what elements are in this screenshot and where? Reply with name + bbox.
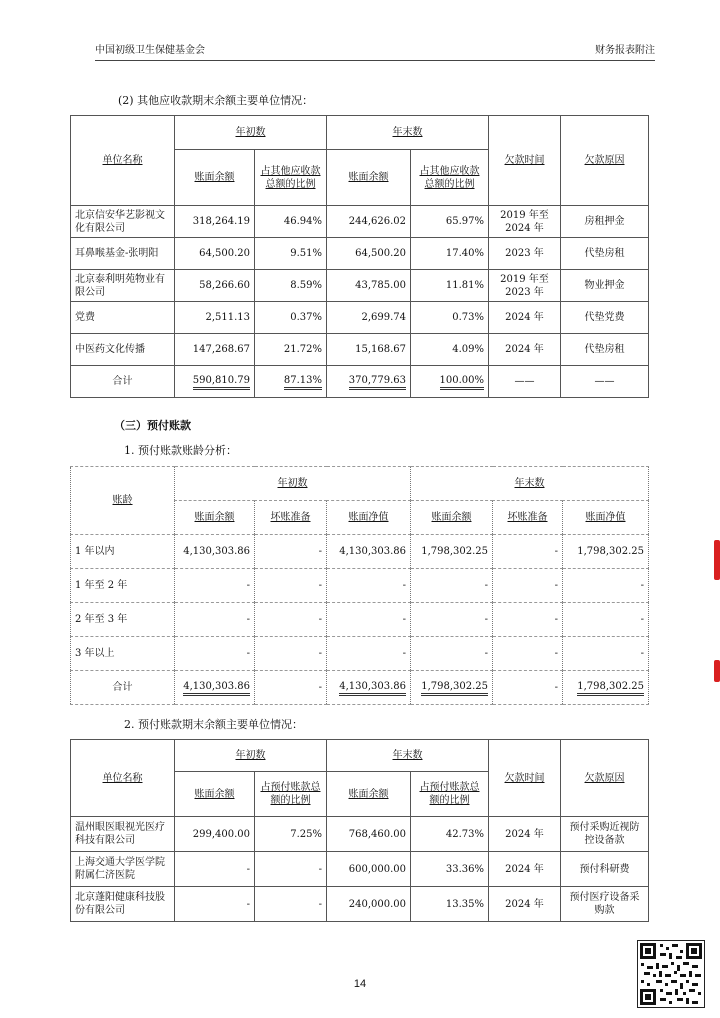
table-row: [71, 302, 649, 334]
table-row: [71, 569, 649, 603]
page-number: 14: [353, 978, 367, 990]
prepayment-aging-table: [70, 466, 649, 705]
cell-value: -: [255, 603, 327, 637]
total-time: ——: [489, 366, 561, 398]
cell-value: -: [255, 637, 327, 671]
cell-value: 0.37%: [255, 302, 327, 334]
total-value: -: [255, 671, 327, 705]
col-net: 账面净值: [327, 501, 411, 535]
total-row: [71, 366, 649, 398]
cell-unit: 耳鼻喉基金-张明阳: [71, 238, 175, 270]
cell-time: 2019 年至 2023 年: [489, 270, 561, 302]
col-unit-name: 单位名称: [71, 740, 175, 817]
cell-reason: 预付科研费: [561, 852, 649, 887]
cell-value: 11.81%: [411, 270, 489, 302]
prepayment-units-table: [70, 739, 649, 922]
col-ratio: 占预付账款总额的比例: [411, 772, 489, 817]
cell-value: -: [255, 569, 327, 603]
cell-value: 2,699.74: [327, 302, 411, 334]
col-age: 账龄: [71, 467, 175, 535]
cell-time: 2024 年: [489, 302, 561, 334]
cell-reason: 预付医疗设备采购款: [561, 887, 649, 922]
cell-value: -: [175, 603, 255, 637]
cell-time: 2024 年: [489, 817, 561, 852]
col-ratio: 占其他应收款总额的比例: [255, 150, 327, 206]
cell-value: 0.73%: [411, 302, 489, 334]
cell-value: -: [175, 852, 255, 887]
col-balance: 账面余额: [175, 150, 255, 206]
cell-value: -: [327, 637, 411, 671]
cell-time: 2019 年至 2024 年: [489, 206, 561, 238]
total-row: [71, 671, 649, 705]
cell-value: 2,511.13: [175, 302, 255, 334]
table-row: [71, 334, 649, 366]
total-value: 87.13%: [284, 375, 322, 390]
cell-time: 2023 年: [489, 238, 561, 270]
qr-code-icon: [637, 940, 705, 1008]
page-header: [95, 40, 655, 61]
cell-value: 9.51%: [255, 238, 327, 270]
cell-reason: 代垫房租: [561, 238, 649, 270]
total-label: 合计: [71, 671, 175, 705]
cell-value: -: [563, 637, 649, 671]
col-provision: 坏账准备: [255, 501, 327, 535]
seal-fragment-upper: [714, 540, 720, 580]
table-row: [71, 206, 649, 238]
col-begin: 年初数: [175, 740, 327, 772]
cell-unit: 北京蓬阳健康科技股份有限公司: [71, 887, 175, 922]
cell-value: 65.97%: [411, 206, 489, 238]
col-balance: 账面余额: [327, 772, 411, 817]
cell-unit: 北京泰利明苑物业有限公司: [71, 270, 175, 302]
col-ratio: 占预付账款总额的比例: [255, 772, 327, 817]
cell-value: 8.59%: [255, 270, 327, 302]
cell-value: -: [563, 569, 649, 603]
header-org-name: 中国初级卫生保健基金会: [95, 45, 205, 56]
col-reason: 欠款原因: [561, 740, 649, 817]
section-title-prepayments: （三）预付账款: [114, 419, 191, 432]
total-value: 1,798,302.25: [421, 681, 488, 696]
cell-reason: 代垫房租: [561, 334, 649, 366]
table-row: [71, 535, 649, 569]
cell-value: 244,626.02: [327, 206, 411, 238]
cell-value: 58,266.60: [175, 270, 255, 302]
col-balance: 账面余额: [175, 501, 255, 535]
col-end: 年末数: [327, 740, 489, 772]
table-row: [71, 817, 649, 852]
cell-value: -: [175, 637, 255, 671]
total-label: 合计: [71, 366, 175, 398]
table-row: [71, 603, 649, 637]
col-end: 年末数: [411, 467, 649, 501]
col-provision: 坏账准备: [493, 501, 563, 535]
cell-value: 64,500.20: [327, 238, 411, 270]
cell-value: 4,130,303.86: [175, 535, 255, 569]
cell-value: 1,798,302.25: [411, 535, 493, 569]
col-balance: 账面余额: [411, 501, 493, 535]
table-row: [71, 852, 649, 887]
table-row: [71, 238, 649, 270]
col-net: 账面净值: [563, 501, 649, 535]
cell-value: 17.40%: [411, 238, 489, 270]
total-value: 590,810.79: [193, 375, 250, 390]
col-begin: 年初数: [175, 116, 327, 150]
table-row: [71, 270, 649, 302]
cell-age: 1 年至 2 年: [71, 569, 175, 603]
col-balance: 账面余额: [175, 772, 255, 817]
total-reason: ——: [561, 366, 649, 398]
section-title-aging: 1. 预付账款账龄分析：: [124, 444, 237, 457]
cell-value: -: [493, 603, 563, 637]
cell-value: 64,500.20: [175, 238, 255, 270]
col-reason: 欠款原因: [561, 116, 649, 206]
cell-value: -: [493, 535, 563, 569]
total-value: -: [493, 671, 563, 705]
cell-unit: 上海交通大学医学院附属仁济医院: [71, 852, 175, 887]
cell-value: -: [411, 603, 493, 637]
cell-value: 7.25%: [255, 817, 327, 852]
cell-unit: 北京信安华艺影视文化有限公司: [71, 206, 175, 238]
cell-reason: 物业押金: [561, 270, 649, 302]
cell-value: -: [255, 852, 327, 887]
cell-time: 2024 年: [489, 334, 561, 366]
total-value: 4,130,303.86: [339, 681, 406, 696]
cell-age: 3 年以上: [71, 637, 175, 671]
seal-fragment-lower: [714, 660, 720, 682]
cell-time: 2024 年: [489, 852, 561, 887]
cell-value: 4,130,303.86: [327, 535, 411, 569]
cell-value: -: [255, 887, 327, 922]
col-time: 欠款时间: [489, 740, 561, 817]
section-title-other-receivables: (2) 其他应收款期末余额主要单位情况：: [118, 94, 314, 107]
col-balance: 账面余额: [327, 150, 411, 206]
total-value: 370,779.63: [349, 375, 406, 390]
table-row: [71, 637, 649, 671]
cell-value: 46.94%: [255, 206, 327, 238]
section-title-prepayment-units: 2. 预付账款期末余额主要单位情况：: [124, 718, 303, 731]
cell-value: 33.36%: [411, 852, 489, 887]
cell-value: -: [327, 569, 411, 603]
cell-value: 1,798,302.25: [563, 535, 649, 569]
table-row: [71, 887, 649, 922]
col-unit-name: 单位名称: [71, 116, 175, 206]
cell-unit: 温州眼医眼视光医疗科技有限公司: [71, 817, 175, 852]
cell-value: 15,168.67: [327, 334, 411, 366]
cell-value: -: [411, 569, 493, 603]
col-time: 欠款时间: [489, 116, 561, 206]
cell-time: 2024 年: [489, 887, 561, 922]
total-value: 1,798,302.25: [577, 681, 644, 696]
cell-value: 43,785.00: [327, 270, 411, 302]
cell-age: 2 年至 3 年: [71, 603, 175, 637]
total-value: 4,130,303.86: [183, 681, 250, 696]
cell-unit: 中医药文化传播: [71, 334, 175, 366]
cell-reason: 房租押金: [561, 206, 649, 238]
cell-reason: 代垫党费: [561, 302, 649, 334]
other-receivables-table: [70, 115, 649, 398]
cell-value: 42.73%: [411, 817, 489, 852]
col-ratio: 占其他应收款总额的比例: [411, 150, 489, 206]
cell-value: 600,000.00: [327, 852, 411, 887]
cell-value: -: [563, 603, 649, 637]
cell-value: 147,268.67: [175, 334, 255, 366]
cell-value: 318,264.19: [175, 206, 255, 238]
cell-value: 768,460.00: [327, 817, 411, 852]
cell-value: -: [255, 535, 327, 569]
cell-age: 1 年以内: [71, 535, 175, 569]
cell-value: 13.35%: [411, 887, 489, 922]
cell-value: 240,000.00: [327, 887, 411, 922]
header-doc-title: 财务报表附注: [595, 45, 655, 56]
col-end: 年末数: [327, 116, 489, 150]
cell-value: 299,400.00: [175, 817, 255, 852]
cell-reason: 预付采购近视防控设备款: [561, 817, 649, 852]
cell-value: -: [175, 569, 255, 603]
cell-unit: 党费: [71, 302, 175, 334]
cell-value: -: [411, 637, 493, 671]
cell-value: 21.72%: [255, 334, 327, 366]
col-begin: 年初数: [175, 467, 411, 501]
cell-value: -: [175, 887, 255, 922]
cell-value: -: [493, 569, 563, 603]
cell-value: -: [493, 637, 563, 671]
cell-value: -: [327, 603, 411, 637]
cell-value: 4.09%: [411, 334, 489, 366]
total-value: 100.00%: [440, 375, 485, 390]
